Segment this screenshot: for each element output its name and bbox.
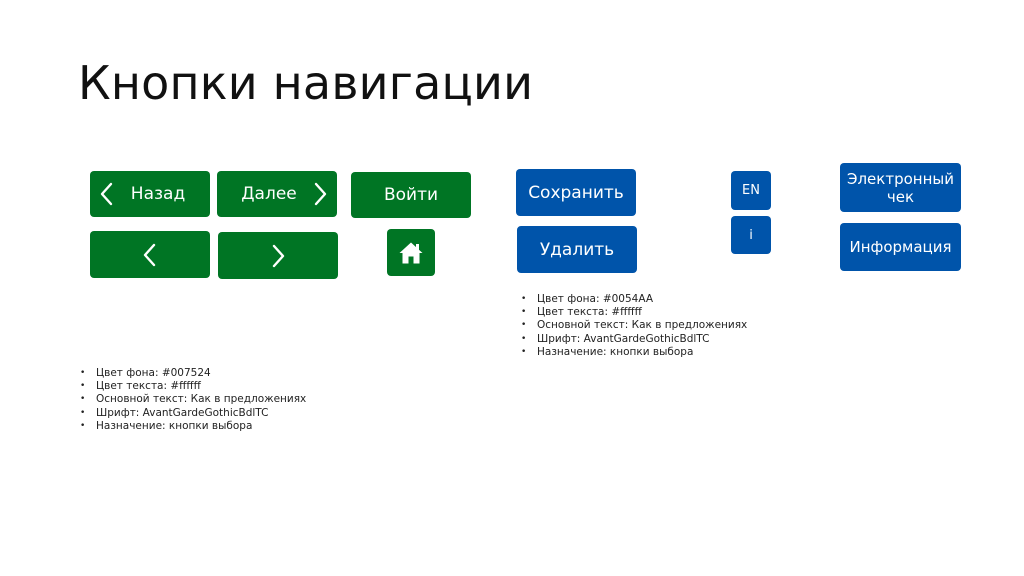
- save-button-label: Сохранить: [528, 182, 624, 203]
- note-item: • Цвет фона: #0054AA: [521, 293, 747, 306]
- blue-buttons-notes: [521, 293, 747, 359]
- next-button[interactable]: [217, 171, 337, 217]
- slide-title: Кнопки навигации: [78, 56, 534, 110]
- information-button[interactable]: [840, 223, 961, 271]
- login-button[interactable]: [351, 172, 471, 218]
- electronic-receipt-button[interactable]: [840, 163, 961, 212]
- next-icon-button[interactable]: [218, 232, 338, 279]
- home-button[interactable]: [387, 229, 435, 276]
- note-item: • Цвет фона: #007524: [80, 367, 306, 380]
- note-item: • Шрифт: AvantGardeGothicBdlTC: [521, 333, 747, 346]
- next-button-label: Далее: [241, 184, 297, 204]
- info-button[interactable]: [731, 216, 771, 254]
- login-button-label: Войти: [383, 185, 439, 205]
- chevron-right-icon: [313, 182, 327, 206]
- information-button-label: Информация: [849, 238, 952, 256]
- info-button-label: i: [749, 227, 753, 243]
- note-item: • Цвет текста: #ffffff: [80, 380, 306, 393]
- home-icon: [398, 241, 424, 265]
- chevron-left-icon: [143, 243, 157, 267]
- note-item: • Шрифт: AvantGardeGothicBdlTC: [80, 407, 306, 420]
- note-item: • Основной текст: Как в предложениях: [80, 393, 306, 406]
- delete-button-label: Удалить: [539, 239, 615, 260]
- language-button[interactable]: [731, 171, 771, 210]
- note-item: • Назначение: кнопки выбора: [80, 420, 306, 433]
- save-button[interactable]: [516, 169, 636, 216]
- note-item: • Цвет текста: #ffffff: [521, 306, 747, 319]
- back-button[interactable]: [90, 171, 210, 217]
- previous-icon-button[interactable]: [90, 231, 210, 278]
- note-item: • Основной текст: Как в предложениях: [521, 319, 747, 332]
- chevron-left-icon: [100, 182, 114, 206]
- green-buttons-notes: [80, 367, 306, 433]
- back-button-label: Назад: [130, 184, 186, 204]
- chevron-right-icon: [271, 244, 285, 268]
- note-item: • Назначение: кнопки выбора: [521, 346, 747, 359]
- electronic-receipt-button-label: Электронный чек: [847, 169, 954, 206]
- delete-button[interactable]: [517, 226, 637, 273]
- language-button-label: EN: [742, 183, 760, 198]
